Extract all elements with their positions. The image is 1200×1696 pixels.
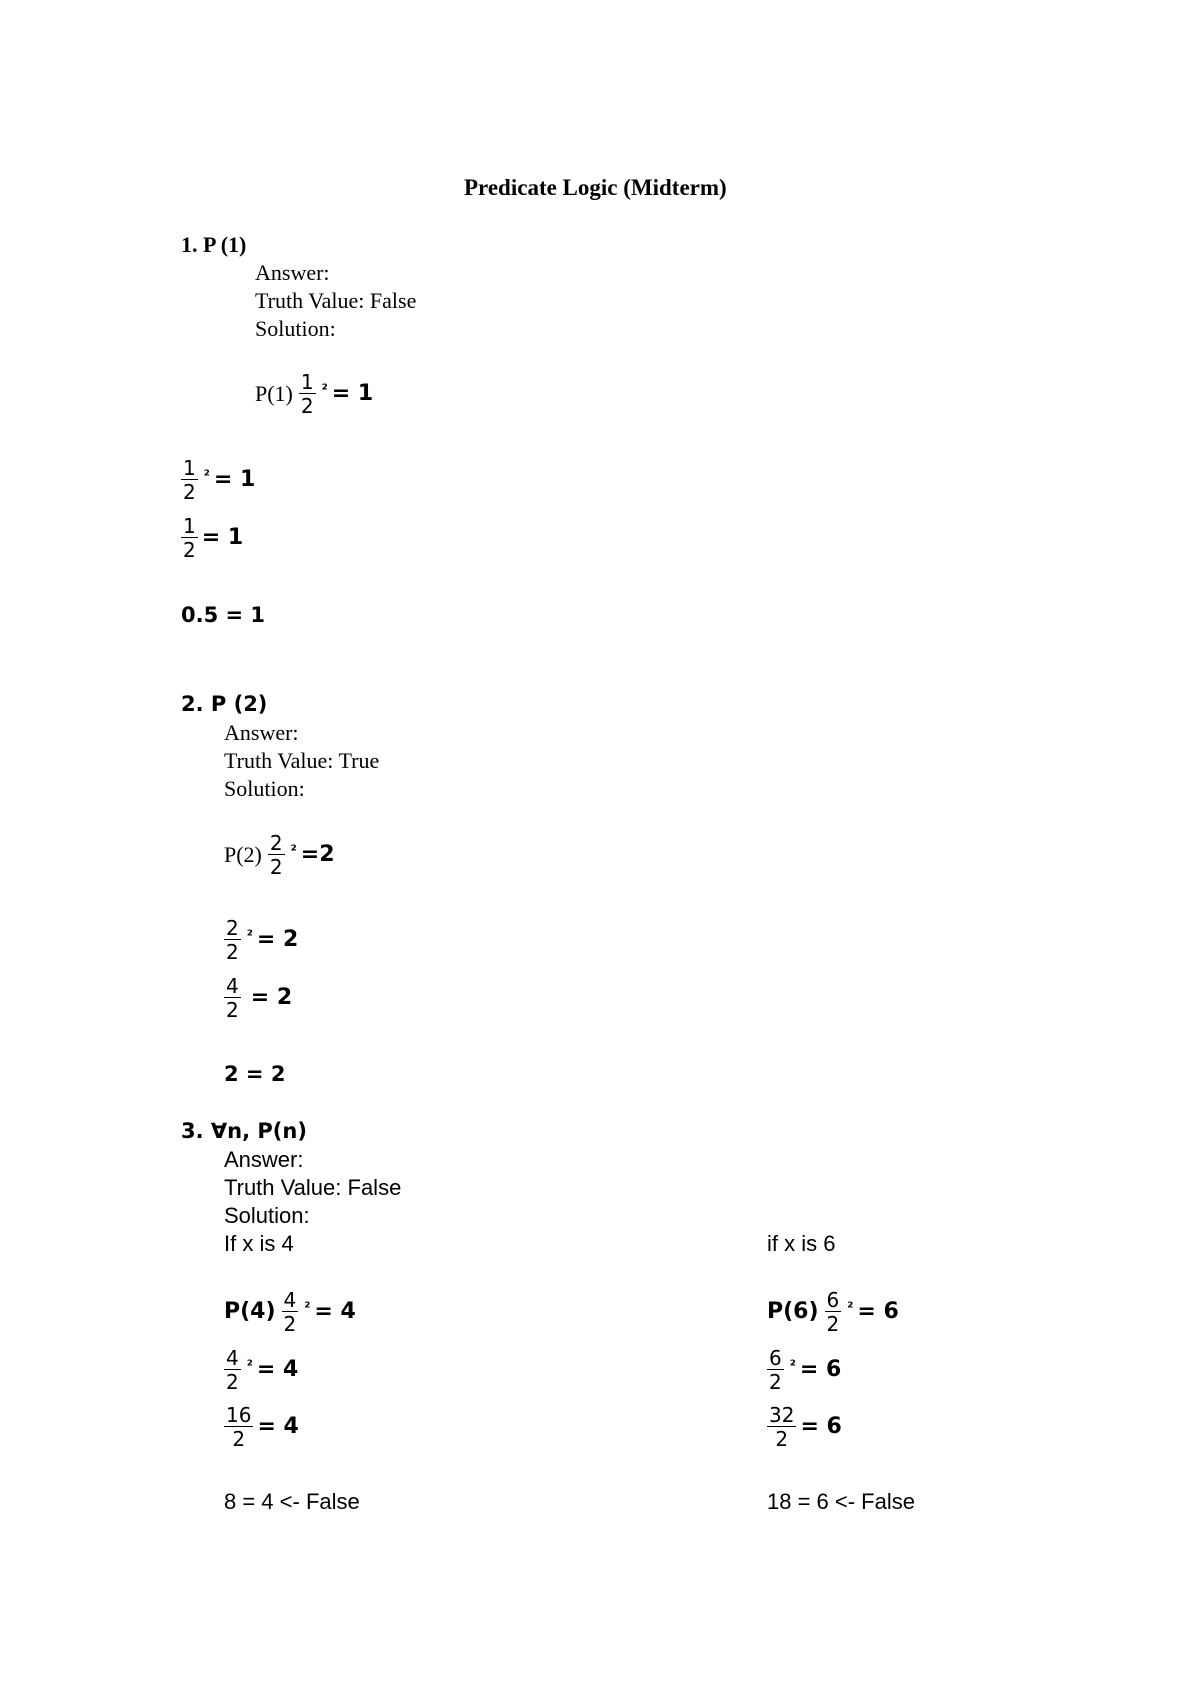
numerator: 4 bbox=[226, 1346, 239, 1370]
q2-eq1-label: P(2) bbox=[224, 842, 262, 867]
q3-truth-value: Truth Value: False bbox=[224, 1175, 402, 1200]
q3-right-equation-1 bbox=[767, 1290, 899, 1334]
numerator: 2 bbox=[269, 831, 283, 855]
q3-left-eq3-rhs: = 4 bbox=[257, 1414, 299, 1439]
q3-right-eq3-fraction bbox=[767, 1405, 796, 1449]
q2-answer-label: Answer: bbox=[224, 720, 299, 745]
q1-eq2-rhs: = 1 bbox=[213, 467, 256, 492]
q1-solution-label: Solution: bbox=[255, 316, 336, 341]
q2-equation-2 bbox=[224, 918, 298, 962]
q3-left-eq3-fraction bbox=[224, 1405, 253, 1449]
q3-right-eq1-rhs: = 6 bbox=[857, 1299, 899, 1324]
q3-right-equation-3 bbox=[767, 1405, 842, 1449]
q3-left-case: If x is 4 bbox=[224, 1231, 294, 1256]
q1-eq1-label: P(1) bbox=[255, 381, 293, 406]
q3-right-eq1-label: P(6) bbox=[767, 1299, 819, 1324]
denominator: 2 bbox=[226, 998, 239, 1022]
numerator: 32 bbox=[769, 1403, 795, 1427]
q1-equation-4: 0.5 = 1 bbox=[181, 603, 266, 627]
denominator: 2 bbox=[226, 1370, 239, 1394]
q1-equation-2 bbox=[181, 458, 255, 502]
q2-eq1-rhs: =2 bbox=[300, 842, 335, 867]
numerator: 16 bbox=[226, 1403, 252, 1427]
q2-eq1-fraction bbox=[268, 833, 285, 877]
q3-solution-label: Solution: bbox=[224, 1203, 310, 1228]
q2-equation-3 bbox=[224, 976, 292, 1020]
exponent: ² bbox=[203, 468, 210, 484]
denominator: 2 bbox=[826, 1312, 840, 1336]
exponent: ² bbox=[246, 928, 253, 944]
numerator: 1 bbox=[300, 370, 314, 394]
q1-truth-value: Truth Value: False bbox=[255, 288, 417, 313]
numerator: 4 bbox=[283, 1288, 297, 1312]
denominator: 2 bbox=[300, 394, 314, 418]
q2-eq2-fraction bbox=[224, 918, 241, 962]
q3-heading: 3. ∀n, P(n) bbox=[181, 1119, 307, 1143]
q2-heading: 2. P (2) bbox=[181, 692, 268, 716]
q1-eq2-fraction bbox=[181, 458, 198, 502]
q3-right-equation-2 bbox=[767, 1348, 841, 1392]
numerator: 1 bbox=[183, 456, 196, 480]
denominator: 2 bbox=[283, 1312, 297, 1336]
q2-eq3-fraction bbox=[224, 976, 241, 1020]
denominator: 2 bbox=[769, 1370, 782, 1394]
exponent: ² bbox=[304, 1300, 311, 1316]
q1-eq1-rhs: = 1 bbox=[331, 381, 374, 406]
q1-heading: 1. P (1) bbox=[181, 232, 247, 257]
q2-solution-label: Solution: bbox=[224, 776, 305, 801]
exponent: ² bbox=[246, 1358, 253, 1374]
q3-right-eq2-fraction bbox=[767, 1348, 784, 1392]
q3-left-eq2-rhs: = 4 bbox=[256, 1357, 299, 1382]
q3-left-eq1-label: P(4) bbox=[224, 1299, 276, 1324]
denominator: 2 bbox=[232, 1427, 246, 1451]
q1-equation-3 bbox=[181, 516, 243, 560]
exponent: ² bbox=[789, 1358, 796, 1374]
q3-answer-label: Answer: bbox=[224, 1147, 304, 1172]
q3-left-equation-2 bbox=[224, 1348, 298, 1392]
q2-equation-4: 2 = 2 bbox=[224, 1062, 286, 1086]
exponent: ² bbox=[847, 1300, 854, 1316]
q2-eq2-rhs: = 2 bbox=[256, 927, 299, 952]
denominator: 2 bbox=[183, 538, 196, 562]
numerator: 2 bbox=[226, 916, 239, 940]
numerator: 1 bbox=[183, 514, 196, 538]
q1-eq1-fraction bbox=[299, 372, 316, 416]
q1-equation-1 bbox=[255, 372, 373, 416]
q3-right-eq1-fraction bbox=[825, 1290, 842, 1334]
q3-left-result: 8 = 4 <- False bbox=[224, 1489, 360, 1514]
q1-eq3-fraction bbox=[181, 516, 198, 560]
numerator: 6 bbox=[769, 1346, 782, 1370]
q3-right-result: 18 = 6 <- False bbox=[767, 1489, 915, 1514]
q2-equation-1 bbox=[224, 833, 335, 877]
q3-right-eq3-rhs: = 6 bbox=[800, 1414, 842, 1439]
q3-left-equation-3 bbox=[224, 1405, 299, 1449]
q3-right-eq2-rhs: = 6 bbox=[799, 1357, 842, 1382]
q3-left-eq2-fraction bbox=[224, 1348, 241, 1392]
q3-left-equation-1 bbox=[224, 1290, 356, 1334]
numerator: 4 bbox=[226, 974, 239, 998]
q3-left-eq1-rhs: = 4 bbox=[314, 1299, 356, 1324]
exponent: ² bbox=[290, 843, 297, 859]
denominator: 2 bbox=[226, 940, 239, 964]
q1-eq3-rhs: = 1 bbox=[201, 525, 244, 550]
denominator: 2 bbox=[775, 1427, 789, 1451]
denominator: 2 bbox=[269, 855, 283, 879]
denominator: 2 bbox=[183, 480, 196, 504]
numerator: 6 bbox=[826, 1288, 840, 1312]
exponent: ² bbox=[321, 382, 328, 398]
page-title: Predicate Logic (Midterm) bbox=[464, 175, 727, 200]
q3-right-case: if x is 6 bbox=[767, 1231, 836, 1256]
q3-left-eq1-fraction bbox=[282, 1290, 299, 1334]
q1-answer-label: Answer: bbox=[255, 260, 330, 285]
q2-truth-value: Truth Value: True bbox=[224, 748, 380, 773]
q2-eq3-rhs: = 2 bbox=[250, 985, 293, 1010]
